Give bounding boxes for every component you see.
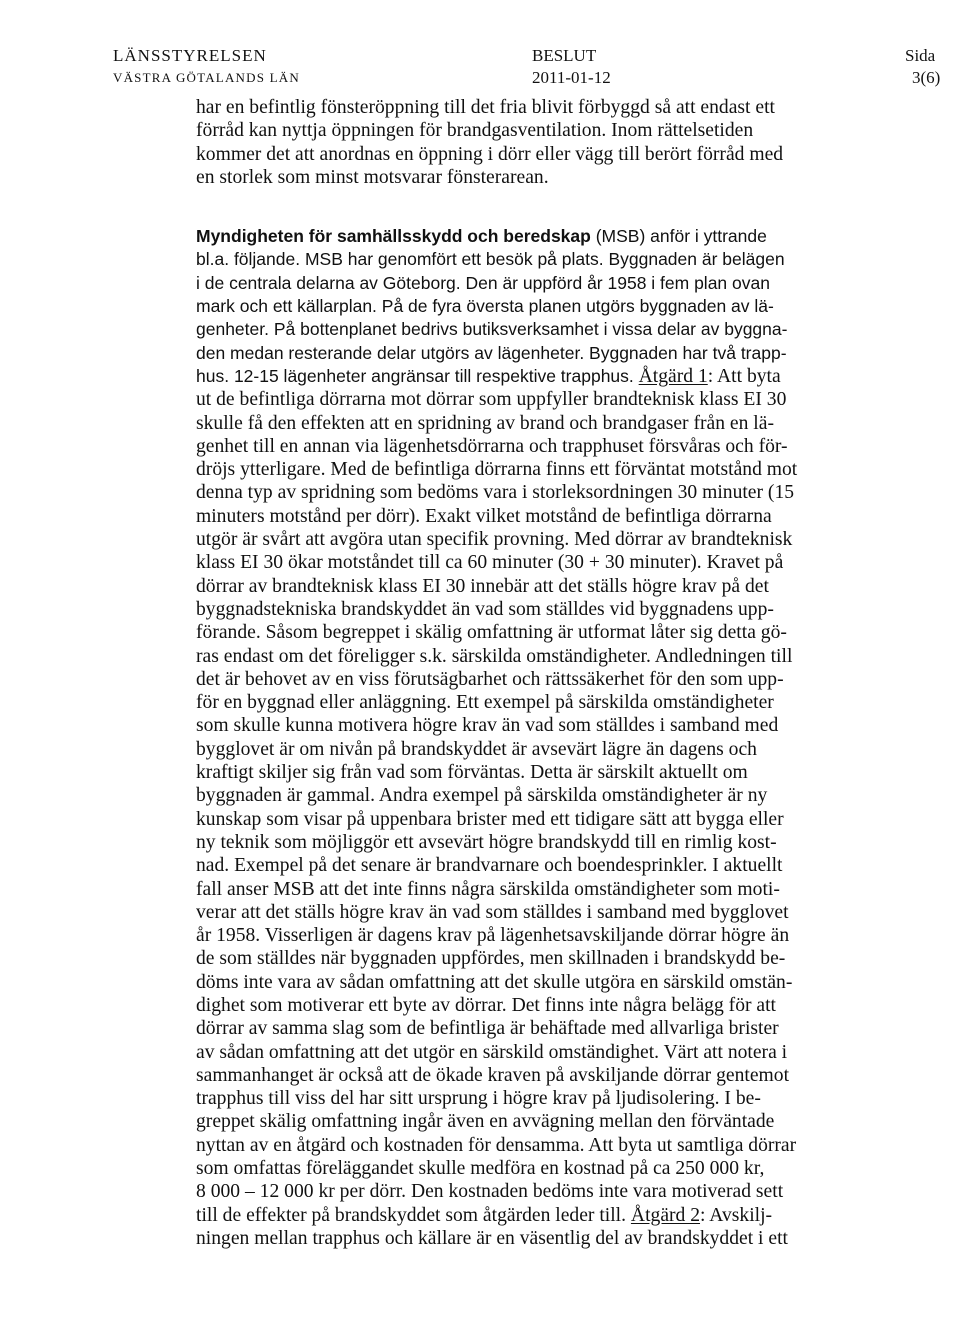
text-line: en storlek som minst motsvarar fönsterarean. xyxy=(196,166,549,188)
text-line: döms inte vara av sådan omfattning att det skulle utgöra en särskild omstän- xyxy=(196,971,793,993)
text-line: kraftigt skiljer sig från vad som förväntas. Detta är särskilt aktuellt om xyxy=(196,762,748,784)
text-line: verar att det ställs högre krav än vad som ställdes i samband med bygglovet xyxy=(196,901,789,923)
text-line: det är behovet av en viss förutsägbarhet och rättssäkerhet för den som upp- xyxy=(196,668,784,690)
text-line: fall anser MSB att det inte finns några särskilda omständigheter som moti- xyxy=(196,878,780,900)
action-2-label: Åtgärd 2 xyxy=(630,1204,701,1226)
text-line: den medan resterande delar utgörs av lägenheter. Byggnaden har två trapp- xyxy=(196,342,787,363)
text-line: av sådan omfattning att det utgör en särskild omständighet. Värt att notera i xyxy=(196,1041,788,1063)
text-line: har en befintlig fönsteröppning till det fria blivit förbyggd så att endast ett xyxy=(196,97,775,118)
header-page-number: 3(6) xyxy=(912,68,941,87)
text-line: för en byggnad eller anläggning. Ett exempel på särskilda omständigheter xyxy=(196,692,774,714)
text-line: ras endast om det föreligger s.k. särskilda omständigheter. Andledningen till xyxy=(196,645,793,667)
paragraph-2 xyxy=(196,225,846,1250)
text-line: som omfattas föreläggandet skulle medföra en kostnad på ca 250 000 kr, xyxy=(196,1158,765,1180)
text-line: sammanhanget är också att de ökade kraven på avskiljande dörrar gentemot xyxy=(196,1064,790,1086)
text-line: som skulle kunna motivera högre krav än vad som ställdes i samband med xyxy=(196,715,779,737)
text-line: denna typ av spridning som bedöms vara i storleksordningen 30 minuter (15 xyxy=(196,482,795,504)
text-line: kunskap som visar på uppenbara brister med ett tidigare sätt att bygga eller xyxy=(196,808,784,830)
text-line: greppet skälig omfattning ingår även en avvägning mellan den förväntade xyxy=(196,1111,775,1133)
text-line: mark och ett källarplan. På de fyra översta planen utgörs byggnaden av lä- xyxy=(196,296,774,317)
text-line: klass EI 30 ökar motståndet till ca 60 minuter (30 + 30 minuter). Kravet på xyxy=(196,552,784,574)
text-line: byggnaden är gammal. Andra exempel på särskilda omständigheter är ny xyxy=(196,785,768,807)
text-line: byggnadstekniska brandskyddet än vad som ställdes vid byggnadens upp- xyxy=(196,598,774,620)
text-line: bl.a. följande. MSB har genomfört ett besök på plats. Byggnaden är belägen xyxy=(196,249,785,270)
text-line xyxy=(196,1204,846,1227)
header-page-label: Sida xyxy=(905,46,936,65)
text-line: 8 000 – 12 000 kr per dörr. Den kostnaden bedöms inte vara motiverad sett xyxy=(196,1181,784,1203)
header-org-name: LÄNSSTYRELSEN xyxy=(113,46,267,65)
text-line: ut de befintliga dörrarna mot dörrar som uppfyller brandteknisk klass EI 30 xyxy=(196,389,787,411)
text-line: skulle få den effekten att en spridning av brand och brandgaser från en lä- xyxy=(196,412,774,434)
text-span: hus. 12-15 lägenheter angränsar till respektive trapphus. xyxy=(196,365,639,386)
text-line xyxy=(196,365,846,388)
text-line: kommer det att anordnas en öppning i dörr eller vägg till berört förråd med xyxy=(196,143,784,165)
text-span: : Att byta xyxy=(707,365,781,387)
header-org-sub: VÄSTRA GÖTALANDS LÄN xyxy=(113,70,300,85)
agency-name: Myndigheten för samhällsskydd och beredskap xyxy=(196,226,591,247)
text-span: (MSB) anför i yttrande xyxy=(590,226,767,247)
text-line: dörrar av brandteknisk klass EI 30 innebär att det ställs högre krav på det xyxy=(196,575,769,597)
text-line: förråd kan nyttja öppningen för brandgasventilation. Inom rättelsetiden xyxy=(196,120,754,142)
text-line: dröjs ytterligare. Med de befintliga dörrarna finns ett förväntat motstånd mot xyxy=(196,459,798,481)
paragraph-1 xyxy=(196,96,846,189)
text-line: bygglovet är om nivån på brandskyddet är avsevärt lägre än dagens och xyxy=(196,738,757,760)
text-line: förande. Såsom begreppet i skälig omfattning är utformat låter sig detta gö- xyxy=(196,622,787,644)
text-line: genhet till en annan via lägenhetsdörrarna och trapphuset försvåras och för- xyxy=(196,435,788,457)
text-line: de som ställdes när byggnaden uppfördes, men skillnaden i brandskydd be- xyxy=(196,948,786,970)
text-span: : Avskilj- xyxy=(700,1204,773,1226)
text-line: utgör är svårt att avgöra utan specifik provning. Med dörrar av brandteknisk xyxy=(196,529,793,551)
text-line: dörrar av samma slag som de befintliga är behäftade med allvarliga brister xyxy=(196,1018,779,1040)
body-lines xyxy=(196,388,846,1203)
text-line: nad. Exempel på det senare är brandvarnare och boendesprinkler. I aktuellt xyxy=(196,855,783,877)
text-line: ningen mellan trapphus och källare är en väsentlig del av brandskyddet i ett xyxy=(196,1227,788,1249)
text-line: genheter. På bottenplanet bedrivs butiksverksamhet i vissa delar av byggna- xyxy=(196,319,788,340)
text-line: nyttan av en åtgärd och kostnaden för densamma. Att byta ut samtliga dörrar xyxy=(196,1134,797,1156)
text-line: år 1958. Visserligen är dagens krav på lägenhetsavskiljande dörrar högre än xyxy=(196,925,790,947)
text-span: till de effekter på brandskyddet som åtgärden leder till. xyxy=(196,1204,631,1226)
text-line: dighet som motiverar ett byte av dörrar. Det finns inte några belägg för att xyxy=(196,994,777,1016)
text-line: i de centrala delarna av Göteborg. Den är uppförd år 1958 i fem plan ovan xyxy=(196,272,770,293)
text-line xyxy=(196,225,846,248)
document-body xyxy=(196,96,846,1250)
text-line: trapphus till viss del har sitt ursprung i högre krav på ljudisolering. I be- xyxy=(196,1088,761,1110)
text-line: ny teknik som möjliggör ett avsevärt högre brandskydd till en rimlig kost- xyxy=(196,831,777,853)
header-doc-type: BESLUT xyxy=(532,46,597,65)
header-doc-date: 2011-01-12 xyxy=(532,68,611,87)
text-line: minuters motstånd per dörr). Exakt vilket motstånd de befintliga dörrarna xyxy=(196,505,772,527)
action-1-label: Åtgärd 1 xyxy=(638,365,708,387)
